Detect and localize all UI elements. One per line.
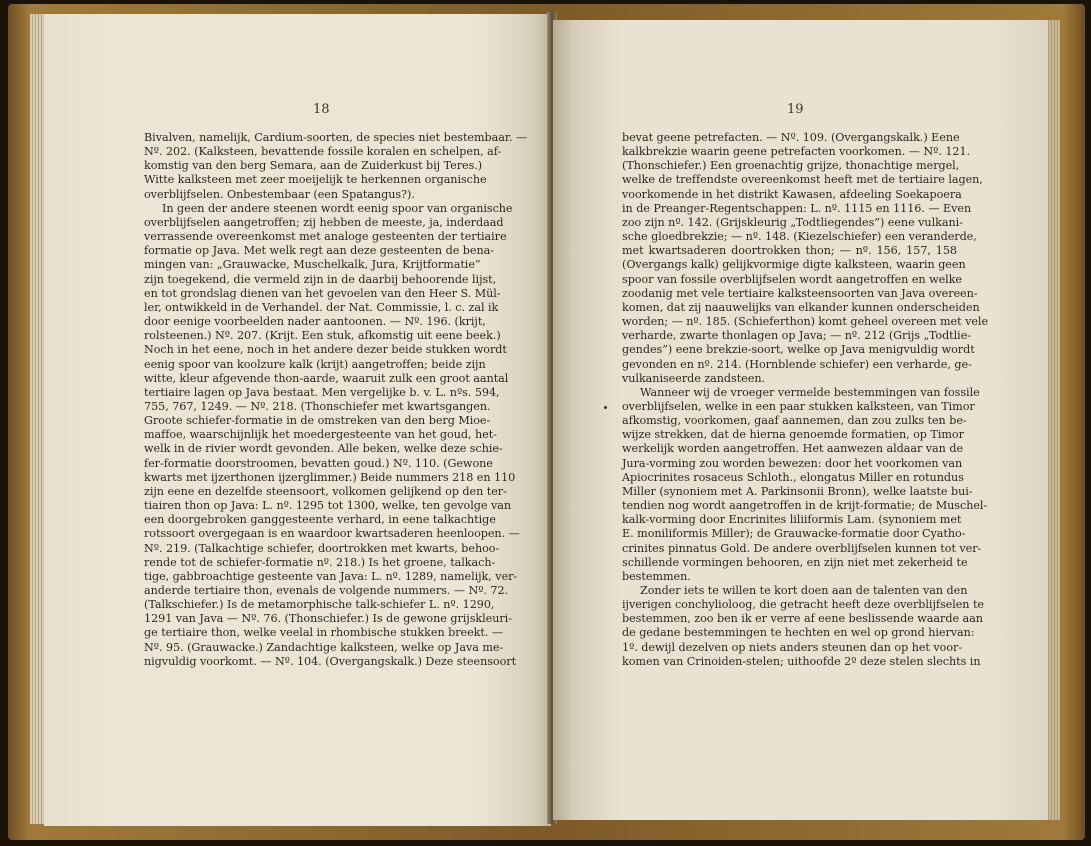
text-line: (Thonschiefer.) Een groenachtig grijze, thonachtige mergel, xyxy=(622,159,960,173)
text-line: de gedane bestemmingen te hechten en wel op grond hiervan: xyxy=(622,626,975,640)
text-line: 755, 767, 1249. — Nº. 218. (Thonschiefer met kwartsgangen. xyxy=(144,399,491,413)
text-line: welke de treffendste overeenkomst heeft met de tertiaire lagen, xyxy=(622,173,983,187)
text-line: 1º. dewijl dezelven op niets anders steunen dan op het voor- xyxy=(622,640,963,654)
text-line: rende tot de schiefer-formatie nº. 218.) Is het groene, talkach- xyxy=(144,555,496,569)
text-line: Apiocrinites rosaceus Schloth., elongatus Miller en rotundus xyxy=(622,470,964,484)
text-line: ijverigen conchylioloog, die getracht heeft deze overblijfselen te xyxy=(622,598,984,612)
text-line: komen van Crinoiden-stelen; uithoofde 2º deze stelen slechts in xyxy=(622,654,981,668)
text-line: rolsteenen.) Nº. 207. (Krijt. Een stuk, afkomstig uit eene beek.) xyxy=(144,329,501,343)
text-line: E. moniliformis Miller); de Grauwacke-formatie door Cyatho- xyxy=(622,527,966,541)
text-line: rotssoort overgegaan is en waardoor kwartsaderen heenloopen. — xyxy=(144,527,520,541)
text-line: anderde tertiaire thon, evenals de volgende nummers. — Nº. 72. xyxy=(144,584,509,597)
text-line: nigvuldig voorkomt. — Nº. 104. (Overgangskalk.) Deze steensoort xyxy=(144,654,517,668)
text-line: komstig van den berg Semara, aan de Zuiderkust bij Teres.) xyxy=(144,159,483,173)
text-line: eenig spoor van koolzure kalk (krijt) aangetroffen; beide zijn xyxy=(144,357,486,371)
text-line: Zonder iets te willen te kort doen aan de talenten van den xyxy=(640,584,968,597)
text-line: Witte kalksteen met zeer moeijelijk te herkennen organische xyxy=(144,173,487,187)
text-line: spoor van fossile overblijfselen wordt aangetroffen en welke xyxy=(622,272,962,286)
margin-mark xyxy=(604,406,607,409)
text-line: met kwartsaderen doortrokken thon; — nº. 156, 157, 158 xyxy=(622,244,957,258)
left-page-text xyxy=(144,131,528,669)
text-line: (Talkschiefer.) Is de metamorphische talk-schiefer L. nº. 1290, xyxy=(144,598,495,612)
text-line: Nº. 219. (Talkachtige schiefer, doortrokken met kwarts, behoo- xyxy=(144,541,500,555)
right-page-text xyxy=(622,131,989,669)
text-line: ge tertiaire thon, welke veelal in rhombische stukken breekt. — xyxy=(144,626,504,640)
text-line: kwarts met ijzerthonen ijzerglimmer.) Beide nummers 218 en 110 xyxy=(144,470,516,484)
text-line: ler, ontwikkeld in de Verhandel. der Nat. Commissie, l. c. zal ik xyxy=(144,300,499,314)
text-line: fer-formatie doorstroomen, bevatten goud.) Nº. 110. (Gewone xyxy=(144,456,493,470)
text-line: tertiaire lagen op Java bestaat. Men vergelijke b. v. L. nºs. 594, xyxy=(144,385,500,399)
text-line: vulkaniseerde zandsteen. xyxy=(622,371,765,385)
text-line: zijn toegekend, die vermeld zijn in de daarbij behoorende lijst, xyxy=(144,272,497,286)
text-line: (Overgangs kalk) gelijkvormige digte kalksteen, waarin geen xyxy=(622,258,966,272)
text-line: overblijfselen aangetroffen; zij hebben de meeste, ja, inderdaad xyxy=(144,215,504,229)
text-line: bestemmen. xyxy=(622,569,691,583)
page-number-right: 19 xyxy=(787,102,804,117)
text-line: zoodanig met vele tertiaire kalksteensoorten van Java overeen- xyxy=(622,286,978,300)
text-line: verrassende overeenkomst met analoge gesteenten der tertiaire xyxy=(144,230,507,244)
text-line: Groote schiefer-formatie in de omstreken van den berg Mioe- xyxy=(144,414,491,428)
text-line: Miller (synoniem met A. Parkinsonii Bronn), welke laatste bui- xyxy=(622,484,973,498)
text-line: Jura-vorming zou worden bewezen: door het voorkomen van xyxy=(622,456,963,470)
right-page xyxy=(553,20,1048,820)
text-line: crinites pinnatus Gold. De andere overblijfselen kunnen tot ver- xyxy=(622,541,982,555)
text-line: Wanneer wij de vroeger vermelde bestemmingen van fossile xyxy=(640,385,980,399)
text-line: verharde, zwarte thonlagen op Java; — nº. 212 (Grijs „Todtlie- xyxy=(622,329,971,343)
text-line: overblijfselen. Onbestembaar (een Spatangus?). xyxy=(144,187,415,201)
text-line: witte, kleur afgevende thon-aarde, waaruit zulk een groot aantal xyxy=(144,371,509,385)
text-line: door eenige voorbeelden nader aantoonen. — Nº. 196. (krijt, xyxy=(144,315,486,329)
text-line: mingen van: „Grauwacke, Muschelkalk, Jura, Krijtformatie” xyxy=(144,258,481,272)
text-line: wijze strekken, dat de hierna genoemde formatien, op Timor xyxy=(622,428,964,442)
left-page xyxy=(44,14,551,826)
text-line: en tot grondslag dienen van het gevoelen van den Heer S. Mül- xyxy=(144,286,501,300)
text-line: afkomstig, voorkomen, gaaf aannemen, dan zou zulks ten be- xyxy=(622,414,967,428)
text-line: voorkomende in het distrikt Kawasen, afdeeling Soekapoera xyxy=(622,187,962,201)
text-line: zoo zijn nº. 142. (Grijskleurig „Todtliegendes”) eene vulkani- xyxy=(622,215,963,229)
page-edges-right xyxy=(1046,20,1060,820)
text-line: werkelijk worden aangetroffen. Het aanwezen aldaar van de xyxy=(622,442,964,456)
text-line: gendes”) eene brekzie-soort, welke op Java menigvuldig wordt xyxy=(622,343,975,357)
text-line: Nº. 202. (Kalksteen, bevattende fossile koralen en schelpen, af- xyxy=(144,145,502,159)
text-line: tendien nog wordt aangetroffen in de krijt-formatie; de Muschel- xyxy=(622,499,988,513)
text-line: gevonden en nº. 214. (Hornblende schiefer) een verharde, ge- xyxy=(622,357,972,371)
text-line: 1291 van Java — Nº. 76. (Thonschiefer.) Is de gewone grijskleuri- xyxy=(144,612,512,626)
text-line: sche gloedbrekzie; — nº. 148. (Kiezelschiefer) een veranderde, xyxy=(622,230,977,244)
text-line: een doorgebroken ganggesteente verhard, in eene talkachtige xyxy=(144,513,496,527)
text-line: in de Preanger-Regentschappen: L. nº. 1115 en 1116. — Even xyxy=(622,201,972,215)
text-line: In geen der andere steenen wordt eenig spoor van organische xyxy=(162,201,513,215)
text-line: worden; — nº. 185. (Schieferthon) komt geheel overeen met vele xyxy=(622,315,989,329)
text-line: tige, gabbroachtige gesteente van Java: L. nº. 1289, namelijk, ver- xyxy=(144,569,518,583)
text-line: zijn eene en dezelfde steensoort, volkomen gelijkend op den ter- xyxy=(144,484,507,498)
text-line: overblijfselen, welke in een paar stukken kalksteen, van Timor xyxy=(622,399,975,413)
text-line: bevat geene petrefacten. — Nº. 109. (Overgangskalk.) Eene xyxy=(622,131,960,144)
text-line: Noch in het eene, noch in het andere dezer beide stukken wordt xyxy=(144,343,507,357)
text-line: maffoe, waarschijnlijk het moedergesteente van het goud, het- xyxy=(144,428,497,442)
text-line: welk in de rivier wordt gevonden. Alle beken, welke deze schie- xyxy=(144,442,503,456)
text-line: kalk-vorming door Encrinites liliiformis Lam. (synoniem met xyxy=(622,513,962,527)
text-line: Nº. 95. (Grauwacke.) Zandachtige kalksteen, welke op Java me- xyxy=(144,640,504,654)
text-line: schillende vormingen behooren, en zijn niet met zekerheid te xyxy=(622,555,968,569)
text-line: Bivalven, namelijk, Cardium-soorten, de species niet bestembaar. — xyxy=(144,131,528,144)
text-line: formatie op Java. Met welk regt aan deze gesteenten de bena- xyxy=(144,244,494,258)
text-line: bestemmen, zoo ben ik er verre af eene beslissende waarde aan xyxy=(622,612,983,626)
text-line: tiairen thon op Java: L. nº. 1295 tot 1300, welke, ten gevolge van xyxy=(144,499,512,513)
page-number-left: 18 xyxy=(313,102,330,117)
text-line: komen, dat zij naauwelijks van elkander kunnen onderscheiden xyxy=(622,300,980,314)
text-line: kalkbrekzie waarin geene petrefacten voorkomen. — Nº. 121. xyxy=(622,145,971,159)
